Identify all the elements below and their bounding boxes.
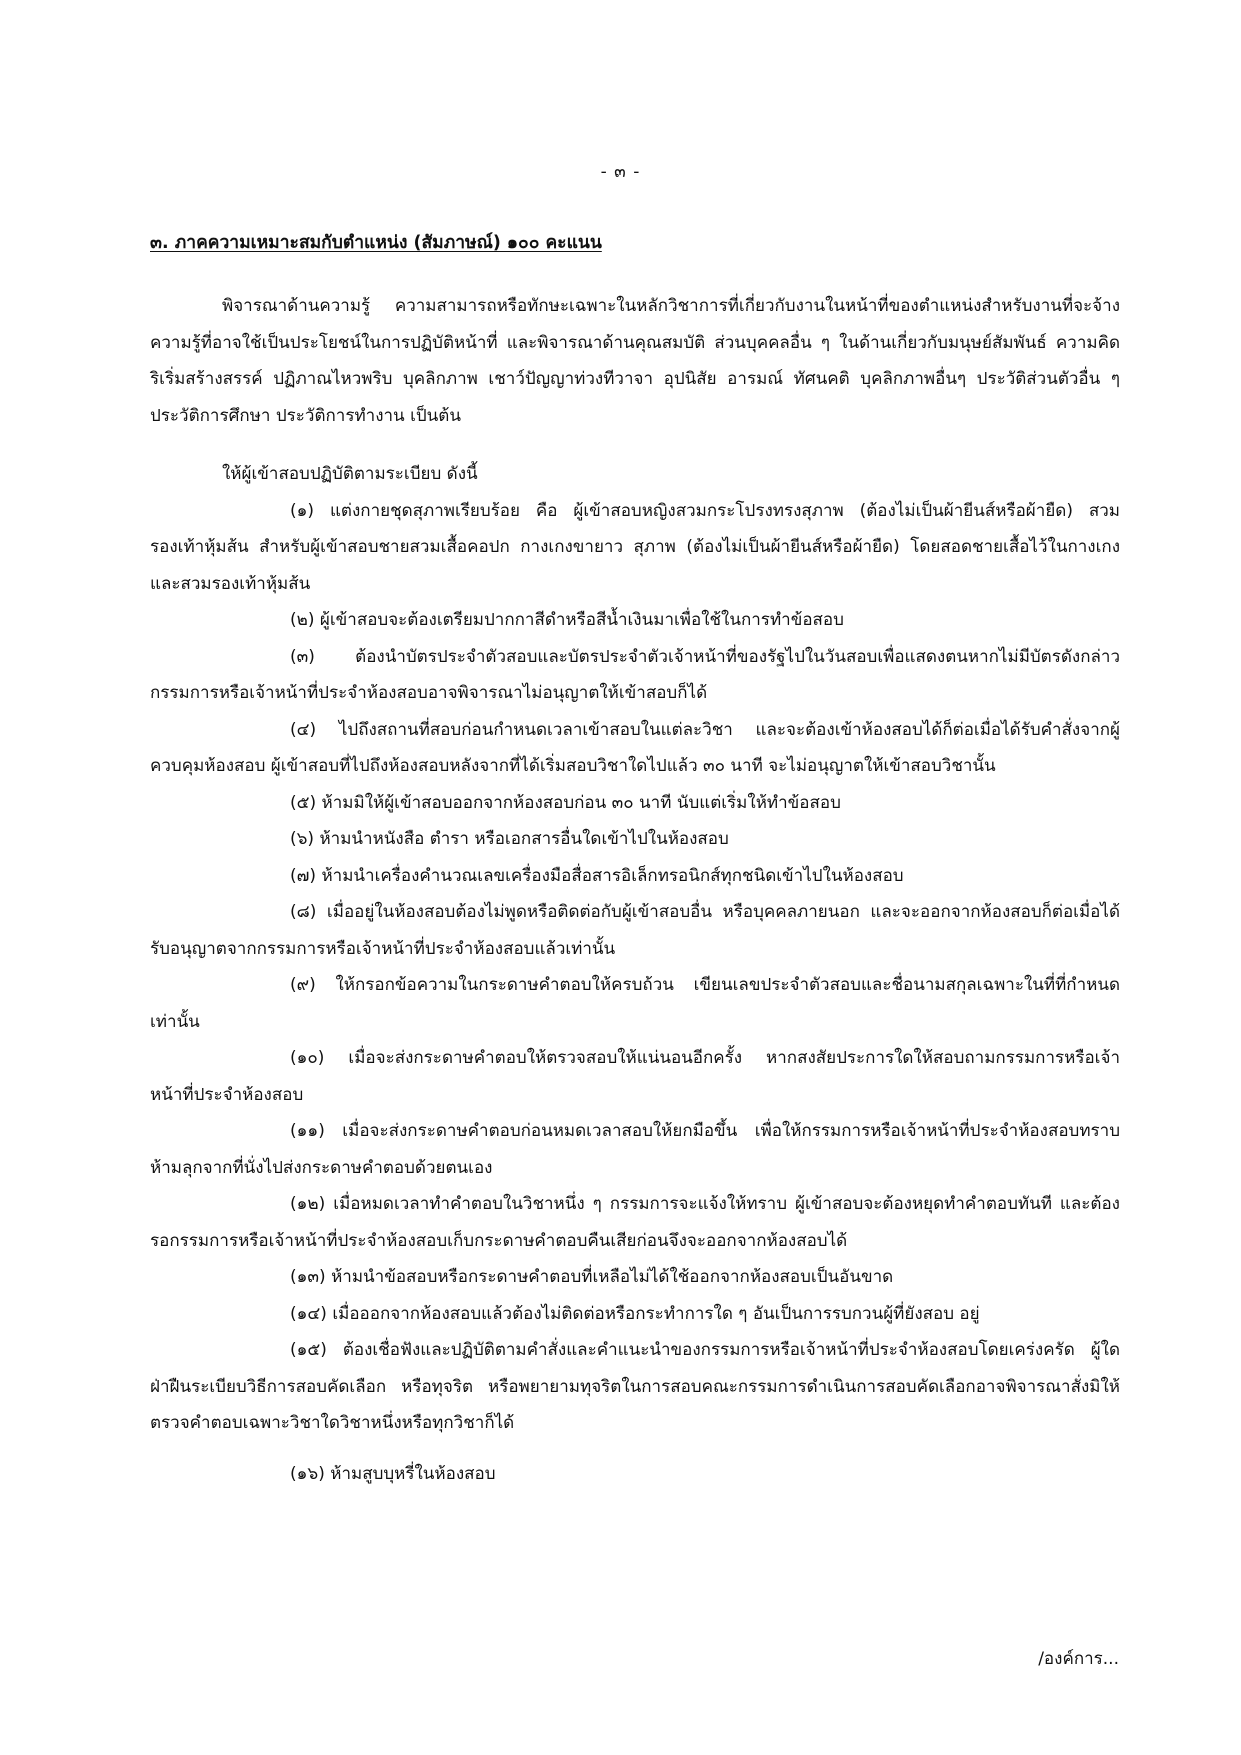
rule-item: (๑) แต่งกายชุดสุภาพเรียบร้อย คือ ผู้เข้าสอบหญิงสวมกระโปรงทรงสุภาพ (ต้องไม่เป็นผ้ายีนส์หรือผ้ายืด) สวมรองเท้าหุ้มส้น สำหรับผู้เข้าสอบชายสวมเสื้อคอปก กางเกงขายาว สุภาพ (ต้องไม่เป็นผ้ายีนส์หรือผ้ายืด) โดยสอดชายเสื้อไว้ในกางเกงและสวมรองเท้าหุ้มส้น (150, 500, 1120, 594)
rule-item: (๑๓) ห้ามนำข้อสอบหรือกระดาษคำตอบที่เหลือไม่ได้ใช้ออกจากห้องสอบเป็นอันขาด (290, 1267, 894, 1287)
rule-item: (๑๕) ต้องเชื่อฟังและปฏิบัติตามคำสั่งและคำแนะนำของกรรมการหรือเจ้าหน้าที่ประจำห้องสอบโดยเคร่งครัด ผู้ใดฝ่าฝืนระเบียบวิธีการสอบคัดเลือก หรือทุจริต หรือพยายามทุจริตในการสอบคณะกรรมการดำเนินการสอบคัดเลือกอาจพิจารณาสั่งมิให้ตรวจคำตอบเฉพาะวิชาใดวิชาหนึ่งหรือทุกวิชาก็ได้ (150, 1340, 1120, 1433)
section-heading: ๓. ภาคความเหมาะสมกับตำแหน่ง (สัมภาษณ์) ๑๐๐ คะแนน (150, 233, 602, 253)
document-body (150, 288, 1120, 1492)
rule-item: (๓) ต้องนำบัตรประจำตัวสอบและบัตรประจำตัวเจ้าหน้าที่ของรัฐไปในวันสอบเพื่อแสดงตนหากไม่มีบัตรดังกล่าวกรรมการหรือเจ้าหน้าที่ประจำห้องสอบอาจพิจารณาไม่อนุญาตให้เข้าสอบก็ได้ (150, 646, 1120, 703)
rule-item: (๑๔) เมื่อออกจากห้องสอบแล้วต้องไม่ติดต่อหรือกระทำการใด ๆ อันเป็นการรบกวนผู้ที่ยังสอบ อยู่ (290, 1303, 980, 1324)
rule-item: (๑๐) เมื่อจะส่งกระดาษคำตอบให้ตรวจสอบให้แน่นอนอีกครั้ง หากสงสัยประการใดให้สอบถามกรรมการหรือเจ้าหน้าที่ประจำห้องสอบ (150, 1048, 1120, 1105)
rule-item: (๘) เมื่ออยู่ในห้องสอบต้องไม่พูดหรือติดต่อกับผู้เข้าสอบอื่น หรือบุคคลภายนอก และจะออกจากห้องสอบก็ต่อเมื่อได้รับอนุญาตจากกรรมการหรือเจ้าหน้าที่ประจำห้องสอบแล้วเท่านั้น (150, 902, 1120, 959)
rule-item: (๑๖) ห้ามสูบบุหรี่ในห้องสอบ (290, 1463, 496, 1484)
rule-item: (๑๒) เมื่อหมดเวลาทำคำตอบในวิชาหนึ่ง ๆ กรรมการจะแจ้งให้ทราบ ผู้เข้าสอบจะต้องหยุดทำคำตอบทันที และต้องรอกรรมการหรือเจ้าหน้าที่ประจำห้องสอบเก็บกระดาษคำตอบคืนเสียก่อนจึงจะออกจากห้องสอบได้ (150, 1194, 1120, 1251)
rule-item: (๕) ห้ามมิให้ผู้เข้าสอบออกจากห้องสอบก่อน ๓๐ นาที นับแต่เริ่มให้ทำข้อสอบ (290, 792, 841, 813)
rule-item: (๙) ให้กรอกข้อความในกระดาษคำตอบให้ครบถ้วน เขียนเลขประจำตัวสอบและชื่อนามสกุลเฉพาะในที่ที่กำหนดเท่านั้น (150, 975, 1120, 1032)
rule-item: (๗) ห้ามนำเครื่องคำนวณเลขเครื่องมือสื่อสารอิเล็กทรอนิกส์ทุกชนิดเข้าไปในห้องสอบ (290, 865, 904, 886)
rule-item: (๔) ไปถึงสถานที่สอบก่อนกำหนดเวลาเข้าสอบในแต่ละวิชา และจะต้องเข้าห้องสอบได้ก็ต่อเมื่อได้รับคำสั่งจากผู้ควบคุมห้องสอบ ผู้เข้าสอบที่ไปถึงห้องสอบหลังจากที่ได้เริ่มสอบวิชาใดไปแล้ว ๓๐ นาที จะไม่อนุญาตให้เข้าสอบวิชานั้น (150, 719, 1120, 776)
continuation-marker: /องค์การ... (1038, 1649, 1119, 1669)
intro-paragraph: พิจารณาด้านความรู้ ความสามารถหรือทักษะเฉพาะในหลักวิชาการที่เกี่ยวกับงานในหน้าที่ของตำแหน่งสำหรับงานที่จะจ้าง ความรู้ที่อาจใช้เป็นประโยชน์ในการปฏิบัติหน้าที่ และพิจารณาด้านคุณสมบัติ ส่วนบุคคลอื่น ๆ ในด้านเกี่ยวกับมนุษย์สัมพันธ์ ความคิดริเริ่มสร้างสรรค์ ปฏิภาณไหวพริบ บุคลิกภาพ เชาว์ปัญญาท่วงทีวาจา อุปนิสัย อารมณ์ ทัศนคติ บุคลิกภาพอื่นๆ ประวัติส่วนตัวอื่น ๆ ประวัติการศึกษา ประวัติการทำงาน เป็นต้น (150, 296, 1120, 426)
rule-item: (๑๑) เมื่อจะส่งกระดาษคำตอบก่อนหมดเวลาสอบให้ยกมือขึ้น เพื่อให้กรรมการหรือเจ้าหน้าที่ประจำห้องสอบทราบ ห้ามลุกจากที่นั่งไปส่งกระดาษคำตอบด้วยตนเอง (150, 1121, 1120, 1178)
rule-item: (๒) ผู้เข้าสอบจะต้องเตรียมปากกาสีดำหรือสีน้ำเงินมาเพื่อใช้ในการทำข้อสอบ (290, 610, 844, 630)
page-number: - ๓ - (600, 162, 641, 182)
rules-intro: ให้ผู้เข้าสอบปฏิบัติตามระเบียบ ดังนี้ (222, 464, 478, 484)
rule-item: (๖) ห้ามนำหนังสือ ตำรา หรือเอกสารอื่นใดเข้าไปในห้องสอบ (290, 829, 729, 849)
